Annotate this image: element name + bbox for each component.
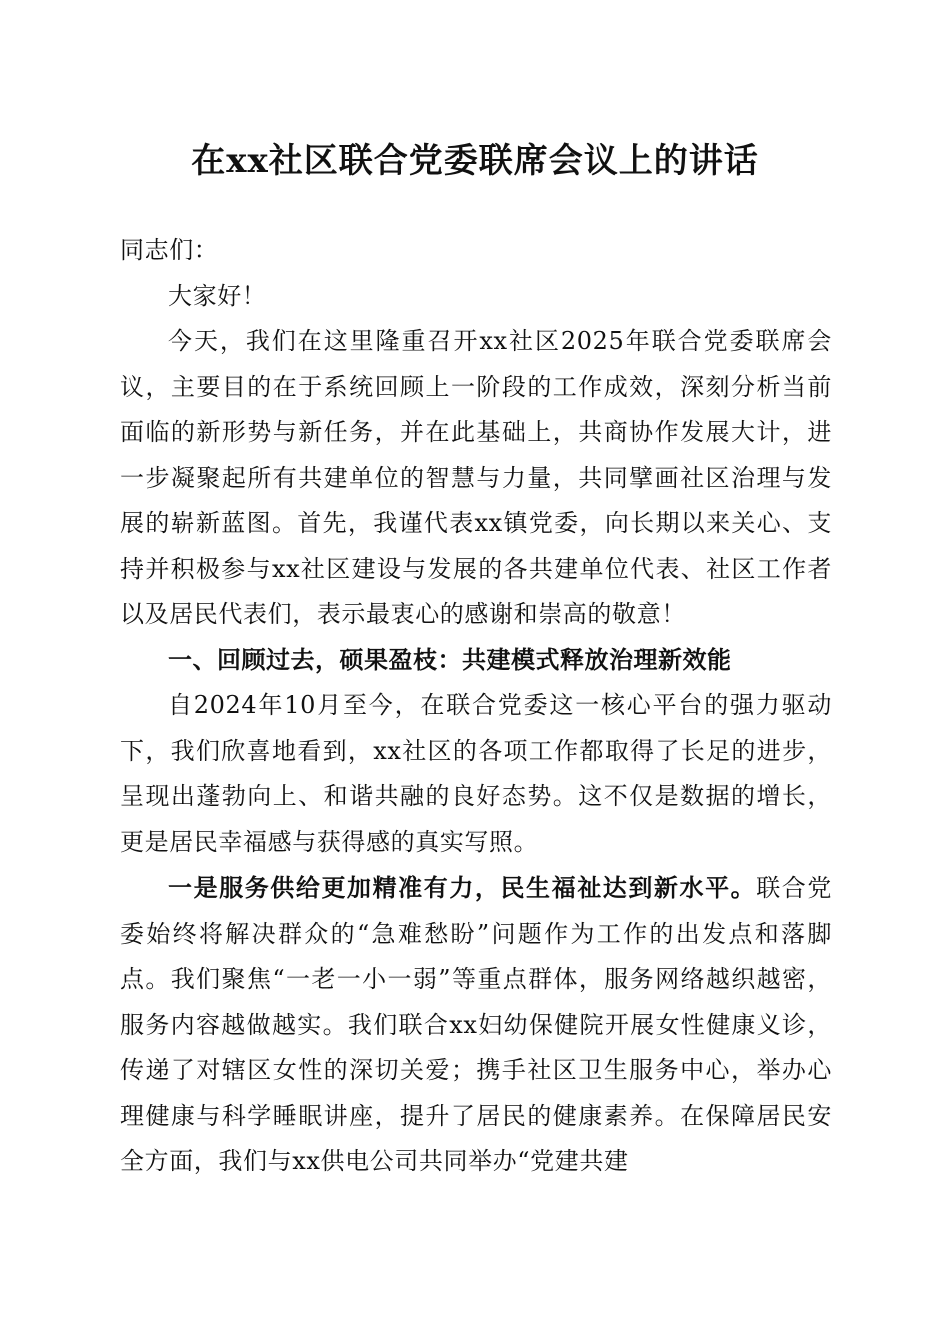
salutation: 同志们： <box>120 236 219 264</box>
intro-paragraph: 今天，我们在这里隆重召开xx社区2025年联合党委联席会议，主要目的在于系统回顾上一阶段的工作成效，深刻分析当前面临的新形势与新任务，并在此基础上，共商协作发展大计，进一步凝聚起所有共建单位的智慧与力量，共同擘画社区治理与发展的崭新蓝图。首先，我谨代表xx镇党委，向长期以来关心、支持并积极参与xx社区建设与发展的各共建单位代表、社区工作者以及居民代表们，表示最衷心的感谢和崇高的敬意！ <box>120 327 832 628</box>
section-intro-paragraph: 自2024年10月至今，在联合党委这一核心平台的强力驱动下，我们欣喜地看到，xx社区的各项工作都取得了长足的进步，呈现出蓬勃向上、和谐共融的良好态势。这不仅是数据的增长，更是居民幸福感与获得感的真实写照。 <box>120 691 832 856</box>
point-lead-1: 一是服务供给更加精准有力，民生福祉达到新水平。 <box>168 873 757 902</box>
greeting: 大家好！ <box>168 281 267 310</box>
document-body <box>120 228 832 1185</box>
section-heading-1: 一、回顾过去，硕果盈枝：共建模式释放治理新效能 <box>168 645 732 674</box>
point-body-1: 联合党委始终将解决群众的“急难愁盼”问题作为工作的出发点和落脚点。我们聚焦“一老一小一弱”等重点群体，服务网络越织越密，服务内容越做越实。我们联合xx妇幼保健院开展女性健康义诊，传递了对辖区女性的深切关爱；携手社区卫生服务中心，举办心理健康与科学睡眠讲座，提升了居民的健康素养。在保障居民安全方面，我们与xx供电公司共同举办“党建共建 <box>120 874 832 1175</box>
document-title: 在xx社区联合党委联席会议上的讲话 <box>191 141 759 181</box>
point-paragraph-1 <box>120 865 832 1185</box>
